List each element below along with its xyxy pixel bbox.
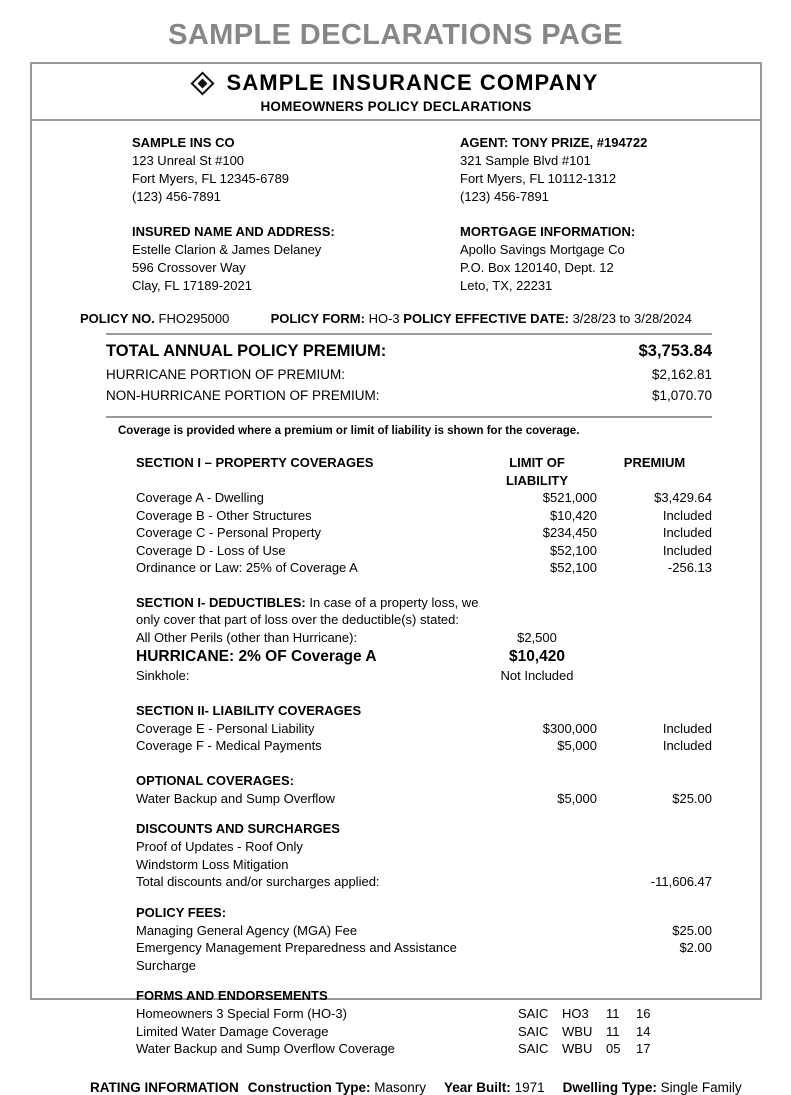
policy-effective-label: POLICY EFFECTIVE DATE: xyxy=(403,311,569,326)
coverage-premium: $3,429.64 xyxy=(654,490,712,505)
coverage-sections xyxy=(58,437,734,1058)
deductible-desc: HURRICANE: 2% OF Coverage A xyxy=(136,648,377,665)
agent-address-line-2: Fort Myers, FL 10112-1312 xyxy=(460,171,617,186)
coverage-premium: -256.13 xyxy=(667,560,712,575)
coverage-limit: $5,000 xyxy=(557,790,597,806)
deductible-amount: $2,500 xyxy=(517,629,557,645)
table-row xyxy=(136,838,712,856)
agent-block xyxy=(396,134,734,206)
fee-desc: Emergency Management Preparedness and Assistance Surcharge xyxy=(136,940,457,973)
policy-number-value: FHO295000 xyxy=(158,311,230,326)
coverage-premium: $25.00 xyxy=(672,790,712,806)
insurer-address-line-1: 123 Unreal St #100 xyxy=(132,153,245,168)
letterhead xyxy=(32,64,760,121)
fee-amount: $25.00 xyxy=(672,922,712,938)
fee-amount: $2.00 xyxy=(679,940,712,955)
coverage-desc: Ordinance or Law: 25% of Coverage A xyxy=(136,560,358,575)
insurer-phone: (123) 456-7891 xyxy=(132,189,221,204)
insurer-agent-block xyxy=(58,121,734,206)
premium-summary xyxy=(106,335,712,409)
mortgage-address-line-1: P.O. Box 120140, Dept. 12 xyxy=(460,260,614,275)
section-i-header-row xyxy=(136,454,712,489)
deductible-desc: All Other Perils (other than Hurricane): xyxy=(136,629,358,645)
mortgage-name: Apollo Savings Mortgage Co xyxy=(460,242,625,257)
mortgage-address-line-2: Leto, TX, 22231 xyxy=(460,278,553,293)
dwelling-type-value: Single Family xyxy=(660,1079,742,1095)
policy-form-value: HO-3 xyxy=(368,311,400,326)
non-hurricane-premium-amount: $1,070.70 xyxy=(651,388,712,403)
table-row xyxy=(136,737,712,755)
discount-desc: Proof of Updates - Roof Only xyxy=(136,839,303,854)
rating-information-line xyxy=(58,1058,742,1095)
non-hurricane-premium-label: NON-HURRICANE PORTION OF PREMIUM: xyxy=(106,388,380,403)
discount-desc: Windstorm Loss Mitigation xyxy=(136,856,289,872)
insurer-block xyxy=(58,134,396,206)
agent-heading: AGENT: TONY PRIZE, #194722 xyxy=(460,135,648,150)
form-code-part-1: SAIC xyxy=(518,1041,549,1056)
mortgage-block xyxy=(396,223,734,295)
section-i-title: SECTION I – PROPERTY COVERAGES xyxy=(136,455,374,470)
construction-type-value: Masonry xyxy=(374,1079,427,1095)
non-hurricane-premium-row xyxy=(106,385,712,406)
mortgage-heading: MORTGAGE INFORMATION: xyxy=(460,224,636,239)
policy-fees-title: POLICY FEES: xyxy=(136,904,227,920)
form-code-part-1: SAIC xyxy=(518,1023,549,1039)
coverage-premium: Included xyxy=(662,507,712,523)
forms-endorsements-title: FORMS AND ENDORSEMENTS xyxy=(136,988,328,1003)
coverage-desc: Coverage F - Medical Payments xyxy=(136,738,322,753)
form-code-part-1: SAIC xyxy=(518,1006,549,1021)
company-line xyxy=(32,70,760,96)
deductibles-intro-line-2: only cover that part of loss over the deductible(s) stated: xyxy=(136,612,460,627)
coverage-limit: $300,000 xyxy=(542,720,597,736)
hurricane-premium-amount: $2,162.81 xyxy=(651,367,712,382)
coverage-limit: $5,000 xyxy=(557,738,597,753)
form-code-part-4: 17 xyxy=(636,1041,651,1056)
section-ii-title: SECTION II- LIABILITY COVERAGES xyxy=(136,702,362,718)
coverage-note: Coverage is provided where a premium or limit of liability is shown for the coverage. xyxy=(118,425,580,437)
coverage-premium: Included xyxy=(662,720,712,736)
coverage-desc: Coverage B - Other Structures xyxy=(136,507,312,523)
discount-amount xyxy=(597,838,712,856)
deductibles-intro xyxy=(136,594,712,612)
premium-header: PREMIUM xyxy=(623,455,686,470)
agent-phone: (123) 456-7891 xyxy=(460,189,549,204)
insured-mortgage-block xyxy=(58,206,734,295)
table-row xyxy=(136,629,712,647)
form-code xyxy=(518,1040,712,1058)
table-row xyxy=(136,873,712,891)
hurricane-premium-row xyxy=(106,364,712,385)
form-desc: Water Backup and Sump Overflow Coverage xyxy=(136,1041,395,1056)
table-row xyxy=(136,939,712,974)
total-premium-row xyxy=(106,339,712,364)
form-code-part-4: 16 xyxy=(636,1006,651,1021)
coverage-limit: $10,420 xyxy=(550,507,597,523)
total-premium-label: TOTAL ANNUAL POLICY PREMIUM: xyxy=(106,342,387,360)
coverage-desc: Coverage A - Dwelling xyxy=(136,490,264,505)
form-desc: Homeowners 3 Special Form (HO-3) xyxy=(136,1006,347,1021)
table-row xyxy=(136,524,712,542)
form-code xyxy=(518,1023,712,1041)
discount-amount: -11,606.47 xyxy=(650,874,712,889)
construction-type-label: Construction Type: xyxy=(247,1079,371,1095)
company-name: SAMPLE INSURANCE COMPANY xyxy=(226,70,599,95)
insurer-address-line-2: Fort Myers, FL 12345-6789 xyxy=(132,171,290,186)
coverage-desc: Coverage D - Loss of Use xyxy=(136,542,286,558)
total-premium-amount: $3,753.84 xyxy=(638,342,712,360)
table-row xyxy=(136,489,712,507)
deductible-amount: $10,420 xyxy=(508,648,566,665)
document-body xyxy=(32,121,760,1095)
deductible-desc: Sinkhole: xyxy=(136,668,190,683)
insured-block xyxy=(58,223,396,295)
insurer-heading: SAMPLE INS CO xyxy=(132,135,235,150)
insured-address-line-2: Clay, FL 17189-2021 xyxy=(132,278,252,293)
document-subtitle: HOMEOWNERS POLICY DECLARATIONS xyxy=(260,99,532,114)
form-code-part-4: 14 xyxy=(636,1023,651,1039)
coverage-limit: $521,000 xyxy=(542,490,597,505)
policy-number-label: POLICY NO. xyxy=(80,311,155,326)
coverage-desc: Water Backup and Sump Overflow xyxy=(136,790,335,806)
form-code-part-2: WBU xyxy=(562,1041,593,1056)
discounts-title: DISCOUNTS AND SURCHARGES xyxy=(136,821,340,836)
form-desc: Limited Water Damage Coverage xyxy=(136,1023,329,1039)
form-code-part-3: 05 xyxy=(606,1041,621,1056)
policy-meta-line xyxy=(58,295,734,326)
discount-desc: Total discounts and/or surcharges applied: xyxy=(136,874,380,889)
diamond-icon xyxy=(190,71,214,95)
dwelling-type-label: Dwelling Type: xyxy=(562,1079,657,1095)
policy-form-label: POLICY FORM: xyxy=(270,311,365,326)
coverage-premium: Included xyxy=(662,542,712,558)
table-row xyxy=(136,856,712,874)
declarations-document xyxy=(30,62,762,1095)
table-row xyxy=(136,507,712,525)
hurricane-premium-label: HURRICANE PORTION OF PREMIUM: xyxy=(106,367,346,382)
rating-information-title: RATING INFORMATION xyxy=(90,1079,239,1095)
page-title: SAMPLE DECLARATIONS PAGE xyxy=(168,19,623,51)
insured-address-line-1: 596 Crossover Way xyxy=(132,260,246,275)
form-code-part-3: 11 xyxy=(606,1023,620,1039)
table-row xyxy=(136,1005,712,1023)
form-code xyxy=(518,1005,712,1023)
deductibles-intro-line-1: In case of a property loss, we xyxy=(305,594,479,610)
coverage-limit: $234,450 xyxy=(542,525,597,540)
discount-amount xyxy=(597,856,712,874)
fee-desc: Managing General Agency (MGA) Fee xyxy=(136,922,358,938)
table-row xyxy=(136,542,712,560)
insured-name: Estelle Clarion & James Delaney xyxy=(132,242,322,257)
form-code-part-2: WBU xyxy=(562,1023,593,1039)
insured-heading: INSURED NAME AND ADDRESS: xyxy=(132,224,335,239)
coverage-desc: Coverage E - Personal Liability xyxy=(136,720,315,736)
coverage-limit: $52,100 xyxy=(550,542,597,558)
policy-effective-value: 3/28/23 to 3/28/2024 xyxy=(572,311,692,326)
agent-address-line-1: 321 Sample Blvd #101 xyxy=(460,153,591,168)
table-row xyxy=(136,1040,712,1058)
year-built-value: 1971 xyxy=(514,1079,545,1095)
table-row xyxy=(136,667,712,685)
table-row xyxy=(136,1023,712,1041)
table-row xyxy=(136,559,712,577)
year-built-label: Year Built: xyxy=(444,1079,511,1095)
form-code-part-3: 11 xyxy=(606,1006,620,1021)
coverage-premium: Included xyxy=(662,525,712,540)
limit-of-liability-header: LIMIT OF LIABILITY xyxy=(505,455,569,488)
coverage-desc: Coverage C - Personal Property xyxy=(136,525,321,540)
table-row xyxy=(136,720,712,738)
table-row xyxy=(136,790,712,808)
deductible-amount: Not Included xyxy=(500,668,574,683)
form-code-part-2: HO3 xyxy=(562,1006,589,1021)
table-row xyxy=(136,922,712,940)
coverage-premium: Included xyxy=(662,738,712,753)
coverage-limit: $52,100 xyxy=(550,560,597,575)
optional-coverages-title: OPTIONAL COVERAGES: xyxy=(136,772,294,788)
deductibles-title: SECTION I- DEDUCTIBLES: xyxy=(136,594,306,610)
table-row xyxy=(136,646,712,667)
